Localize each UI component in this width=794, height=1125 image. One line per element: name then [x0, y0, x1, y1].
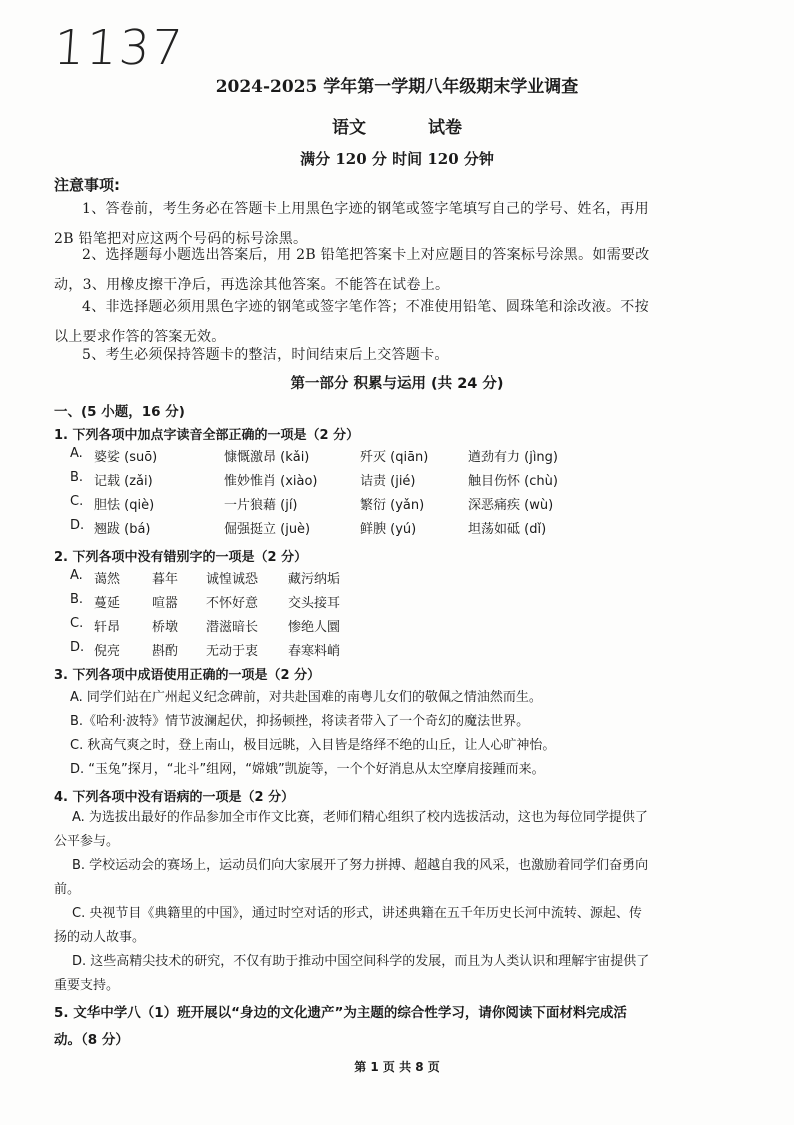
- page-footer: 第 1 页 共 8 页: [354, 1060, 440, 1074]
- question-4-stem: 4. 下列各项中没有语病的一项是（2 分）: [54, 790, 295, 805]
- question-2-stem: 2. 下列各项中没有错别字的一项是（2 分）: [54, 550, 308, 565]
- option-cell: 鲜腴 (yú): [360, 522, 417, 537]
- q4-option: B. 学校运动会的赛场上，运动员们向大家展开了努力拼搏、超越自我的风采，也激励着同学们奋勇向前。: [54, 858, 649, 897]
- q3-option: A. 同学们站在广州起义纪念碑前，对共赴国难的南粤儿女们的敬佩之情油然而生。: [70, 690, 542, 705]
- option-cell: 惟妙惟肖 (xiào): [224, 474, 318, 489]
- option-cell: 潜滋暗长: [206, 620, 259, 635]
- option-cell: 深恶痛疾 (wù): [468, 498, 554, 513]
- notice-item: 5、考生必须保持答题卡的整洁，时间结束后上交答题卡。: [82, 347, 449, 363]
- option-label: C.: [70, 494, 84, 509]
- q4-option: A. 为选拔出最好的作品参加全市作文比赛，老师们精心组织了校内选拔活动，这也为每位同学提供了公平参与。: [54, 810, 648, 849]
- option-cell: 蔼然: [94, 572, 121, 587]
- option-cell: 藏污纳垢: [288, 572, 341, 587]
- section-title: 第一部分 积累与运用 (共 24 分): [290, 376, 504, 392]
- q3-option: C. 秋高气爽之时，登上南山，极目远眺，入目皆是络绎不绝的山丘，让人心旷神怡。: [70, 738, 556, 753]
- notice-item: 4、非选择题必须用黑色字迹的钢笔或签字笔作答；不准使用铅笔、圆珠笔和涂改液。不按以上要求作答的答案无效。: [54, 299, 649, 345]
- option-label: A.: [70, 446, 83, 461]
- option-cell: 蔓延: [94, 596, 121, 611]
- notice-item: 2、选择题每小题选出答案后，用 2B 铅笔把答案卡上对应题目的答案标号涂黑。如需要改动，3、用橡皮擦干净后，再选涂其他答案。不能答在试卷上。: [54, 247, 650, 293]
- option-cell: 遒劲有力 (jìng): [468, 450, 558, 465]
- q4-option: C. 央视节目《典籍里的中国》，通过时空对话的形式，讲述典籍在五千年历史长河中流转、源起、传扬的动人故事。: [54, 906, 642, 945]
- option-label: B.: [70, 592, 84, 607]
- option-cell: 惨绝人圜: [288, 620, 341, 635]
- option-cell: 慷慨激昂 (kǎi): [224, 450, 310, 465]
- option-cell: 诘责 (jié): [360, 474, 416, 489]
- option-cell: 诚惶诚恐: [206, 572, 259, 587]
- notice-heading: 注意事项:: [54, 176, 120, 194]
- option-label: D.: [70, 518, 85, 533]
- option-cell: 婆娑 (suō): [94, 450, 158, 465]
- paper-label: 试卷: [427, 118, 462, 138]
- q4-option: D. 这些高精尖技术的研究，不仅有助于推动中国空间科学的发展，而且为人类认识和理解宇宙提供了重要支持。: [54, 954, 650, 993]
- q3-option: D. “玉兔”探月，“北斗”组网，“嫦娥”凯旋等，一个个好消息从太空摩肩接踵而来。: [70, 762, 545, 777]
- option-cell: 倪亮: [94, 644, 121, 659]
- exam-title: 2024-2025 学年第一学期八年级期末学业调查: [215, 77, 579, 97]
- q3-option: B.《哈利·波特》情节波澜起伏，抑扬顿挫，将读者带入了一个奇幻的魔法世界。: [70, 714, 530, 729]
- option-cell: 记载 (zǎi): [94, 474, 153, 489]
- option-cell: 倔强挺立 (juè): [224, 522, 311, 537]
- option-cell: 一片狼藉 (jí): [224, 498, 298, 513]
- option-cell: 喧嚣: [152, 596, 179, 611]
- option-cell: 无动于衷: [206, 644, 259, 659]
- handwritten-number: 1137: [52, 20, 187, 76]
- notice-item: 1、答卷前，考生务必在答题卡上用黑色字迹的钢笔或签字笔填写自己的学号、姓名，再用 2B 铅笔把对应这两个号码的标号涂黑。: [54, 201, 649, 247]
- question-1-stem: 1. 下列各项中加点字读音全部正确的一项是（2 分）: [54, 428, 360, 443]
- option-label: B.: [70, 470, 84, 485]
- option-cell: 斟酌: [152, 644, 179, 659]
- option-cell: 坦荡如砥 (dǐ): [468, 522, 547, 537]
- option-cell: 翘跋 (bá): [94, 522, 151, 537]
- subject-label: 语文: [332, 118, 367, 138]
- question-5-stem: 5. 文华中学八（1）班开展以“身边的文化遗产”为主题的综合性学习，请你阅读下面材料完成活动。（8 分）: [54, 1005, 627, 1048]
- option-cell: 桥墩: [152, 620, 179, 635]
- part-title: 一、(5 小题，16 分): [54, 404, 185, 420]
- option-cell: 歼灭 (qiān): [360, 450, 429, 465]
- score-time: 满分 120 分 时间 120 分钟: [300, 150, 494, 168]
- subject-line: [0, 113, 794, 138]
- option-cell: 触目伤怀 (chù): [468, 474, 558, 489]
- option-cell: 轩昂: [94, 620, 121, 635]
- option-cell: 繁衍 (yǎn): [360, 498, 425, 513]
- option-label: A.: [70, 568, 83, 583]
- option-cell: 春寒料峭: [288, 644, 341, 659]
- question-3-stem: 3. 下列各项中成语使用正确的一项是（2 分）: [54, 668, 321, 683]
- option-cell: 暮年: [152, 572, 179, 587]
- option-label: C.: [70, 616, 84, 631]
- option-cell: 胆怯 (qiè): [94, 498, 155, 513]
- option-label: D.: [70, 640, 85, 655]
- option-cell: 交头接耳: [288, 596, 341, 611]
- option-cell: 不怀好意: [206, 596, 259, 611]
